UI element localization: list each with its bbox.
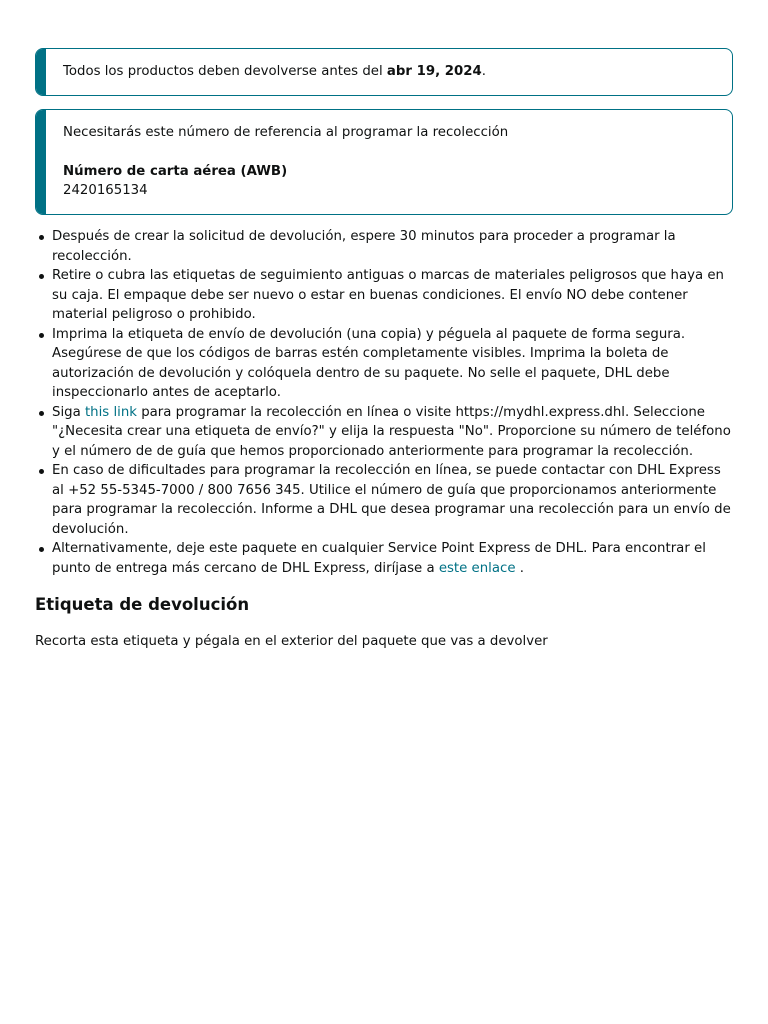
instruction-text: para programar la recolección en línea o visite https://mydhl.express.dhl. Seleccione "¿Necesita crear una etiqueta de envío?" y elija la respuesta "No". Proporcione su número de teléfono y el número de de guía que hemos proporcionado anteriormente para programar la recolección. (52, 404, 731, 459)
return-label-title: Etiqueta de devolución (35, 595, 250, 614)
schedule-pickup-link[interactable]: this link (84, 404, 137, 420)
return-label-description: Recorta esta etiqueta y pégala en el exterior del paquete que vas a devolver (35, 634, 548, 649)
instruction-text: Imprima la etiqueta de envío de devolución (una copia) y péguela al paquete de forma segura. Asegúrese de que los códigos de barras estén completamente visibles. Imprima la boleta de autorización de devolución y colóquela dentro de su paquete. No selle el paquete, DHL debe inspeccionarlo antes de aceptarlo. (52, 326, 686, 400)
instruction-text: Siga (52, 404, 85, 420)
instruction-text: Alternativamente, deje este paquete en cualquier Service Point Express de DHL. Para encontrar el punto de entrega más cercano de DHL Express, diríjase a (52, 541, 706, 576)
list-item (52, 403, 733, 462)
list-item (52, 539, 733, 578)
list-item (52, 227, 733, 266)
return-instructions-page (35, 48, 733, 652)
instruction-text: En caso de dificultades para programar la recolección en línea, se puede contactar con DHL Express al +52 55-5345-7000 / 800 7656 345. Utilice el número de guía que proporcionamos anteriormente para programar la recolección. Informe a DHL que desea programar una recolección para un envío de devolución. (52, 463, 731, 537)
deadline-text: Todos los productos deben devolverse antes del (63, 64, 387, 79)
awb-number: 2420165134 (63, 183, 148, 198)
instruction-text: Retire o cubra las etiquetas de seguimiento antiguas o marcas de materiales peligrosos que haya en su caja. El empaque debe ser nuevo o estar en buenas condiciones. El envío NO debe contener material peligroso o prohibido. (52, 268, 724, 322)
awb-label: Número de carta aérea (AWB) (63, 163, 288, 179)
deadline-alert (35, 48, 733, 96)
reference-alert (35, 109, 733, 215)
instructions-list (35, 227, 733, 578)
list-item (52, 325, 733, 403)
reference-note: Necesitarás este número de referencia al programar la recolección (63, 125, 509, 140)
deadline-period: . (481, 64, 486, 79)
list-item (52, 461, 733, 539)
instruction-text: Después de crear la solicitud de devolución, espere 30 minutos para proceder a programar la recolección. (52, 229, 676, 264)
service-point-link[interactable]: este enlace (438, 560, 516, 576)
deadline-date: abr 19, 2024 (386, 64, 482, 79)
instruction-text: . (515, 560, 524, 576)
list-item (52, 266, 733, 325)
